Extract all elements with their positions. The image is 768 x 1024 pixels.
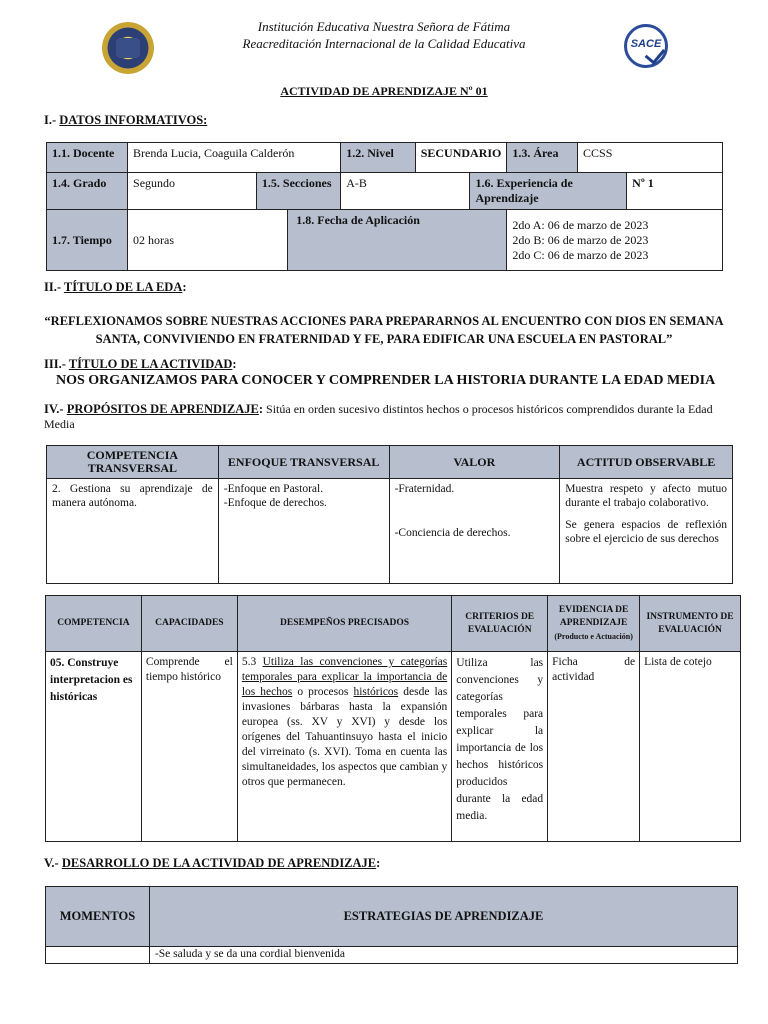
- info-table: [46, 142, 723, 271]
- section-titulo-eda: II.- TÍTULO DE LA EDA:: [44, 280, 187, 294]
- header-actitud-observable: ACTITUD OBSERVABLE: [560, 446, 733, 479]
- desempeno-cell: 5.3 Utiliza las convenciones y categorías temporales para explicar la importancia de los hechos o procesos históricos desde las invasiones bárbaras hasta la expansión europea (ss. XV y XVI) y desde los orígenes del Tahuantinsuyo hasta el inicio del virreinato (s. XVI). Toma en cuenta las simultaneidades, los aspectos que cambian y otros que permanecen.: [237, 652, 451, 842]
- criterio-cell: Utiliza las convenciones y categorías temporales para explicar la importancia de los hechos históricos producidos durante la edad media.: [452, 652, 548, 842]
- secciones-label: 1.5. Secciones: [256, 173, 340, 210]
- competencia-cell: 05. Construye interpretacion es históricas: [46, 652, 142, 842]
- experiencia-label: 1.6. Experiencia de Aprendizaje: [470, 173, 627, 210]
- valores-cell: [389, 479, 560, 584]
- docente-value: Brenda Lucia, Coaguila Calderón: [128, 143, 341, 173]
- propositos-text: Sitúa en orden sucesivo distintos hechos o procesos históricos comprendidos durante la Edad Media: [44, 402, 713, 431]
- institution-name: Institución Educativa Nuestra Señora de Fátima: [257, 19, 511, 34]
- fecha-2do-c: 2do C: 06 de marzo de 2023: [512, 247, 649, 262]
- header-competencia: COMPETENCIA: [46, 596, 142, 652]
- instrumento-cell: Lista de cotejo: [640, 652, 741, 842]
- transversal-table: [46, 445, 733, 584]
- section-desarrollo: V.- DESARROLLO DE LA ACTIVIDAD DE APRENDIZAJE:: [44, 856, 381, 870]
- evidencia-cell: Ficha de actividad: [548, 652, 640, 842]
- area-label: 1.3. Área: [507, 143, 578, 173]
- competencia-transversal-cell: 2. Gestiona su aprendizaje de manera autónoma.: [47, 479, 219, 584]
- capacidad-cell: Comprende el tiempo histórico: [141, 652, 237, 842]
- section-propositos: IV.- PROPÓSITOS DE APRENDIZAJE: Sitúa en orden sucesivo distintos hechos o procesos históricos comprendidos durante la Edad Media: [44, 402, 713, 431]
- fecha-2do-a: 2do A: 06 de marzo de 2023: [512, 217, 649, 232]
- enfoques-cell: [218, 479, 389, 584]
- docente-label: 1.1. Docente: [47, 143, 128, 173]
- activity-number-title: ACTIVIDAD DE APRENDIZAJE Nº 01: [280, 84, 488, 98]
- header-instrumento: INSTRUMENTO DE EVALUACIÓN: [640, 596, 741, 652]
- school-logo: [102, 22, 154, 74]
- fecha-2do-b: 2do B: 06 de marzo de 2023: [512, 232, 649, 247]
- competencias-table: [45, 595, 741, 842]
- enfoque-item: -Enfoque en Pastoral.: [223, 483, 324, 495]
- header-momentos: MOMENTOS: [46, 887, 150, 947]
- experiencia-value: Nº 1: [627, 173, 723, 210]
- momento-cell: [46, 947, 150, 964]
- nivel-label: 1.2. Nivel: [341, 143, 416, 173]
- actitud-item: Se genera espacios de reflexión sobre el ejercicio de sus derechos: [565, 519, 727, 545]
- header-enfoque-transversal: ENFOQUE TRANSVERSAL: [218, 446, 389, 479]
- activity-name: NOS ORGANIZAMOS PARA CONOCER Y COMPRENDER LA HISTORIA DURANTE LA EDAD MEDIA: [56, 373, 716, 388]
- fechas-list: [507, 210, 723, 271]
- strategy-cell: -Se saluda y se da una cordial bienvenida: [149, 947, 737, 964]
- desarrollo-table: [45, 886, 738, 964]
- header-valor: VALOR: [389, 446, 560, 479]
- section-titulo-actividad: III.- TÍTULO DE LA ACTIVIDAD:: [44, 357, 237, 371]
- valor-item: -Conciencia de derechos.: [394, 527, 511, 539]
- tiempo-value: 02 horas: [128, 210, 288, 271]
- actitud-item: Muestra respeto y afecto mutuo durante el trabajo colaborativo.: [565, 483, 727, 509]
- nivel-value: SECUNDARIO: [415, 143, 507, 173]
- header-capacidades: CAPACIDADES: [141, 596, 237, 652]
- area-value: CCSS: [578, 143, 723, 173]
- header-estrategias: ESTRATEGIAS DE APRENDIZAJE: [149, 887, 737, 947]
- section-datos-informativos: I.- DATOS INFORMATIVOS:: [44, 113, 208, 127]
- tiempo-label: 1.7. Tiempo: [47, 210, 128, 271]
- header-competencia-transversal: COMPETENCIA TRANSVERSAL: [47, 446, 219, 479]
- valor-item: -Fraternidad.: [394, 483, 455, 495]
- fecha-label: 1.8. Fecha de Aplicación: [288, 210, 507, 271]
- accreditation-line: Reacreditación Internacional de la Calidad Educativa: [242, 36, 526, 51]
- document-header: [0, 18, 768, 78]
- header-desempenos: DESEMPEÑOS PRECISADOS: [237, 596, 451, 652]
- header-evidencia: EVIDENCIA DE APRENDIZAJE (Producto e Actuación): [548, 596, 640, 652]
- accreditation-logo: SACE: [624, 24, 668, 68]
- header-criterios: CRITERIOS DE EVALUACIÓN: [452, 596, 548, 652]
- enfoque-item: -Enfoque de derechos.: [223, 497, 327, 509]
- grado-value: Segundo: [128, 173, 257, 210]
- grado-label: 1.4. Grado: [47, 173, 128, 210]
- secciones-value: A-B: [341, 173, 470, 210]
- actitudes-cell: [560, 479, 733, 584]
- eda-title: “REFLEXIONAMOS SOBRE NUESTRAS ACCIONES PARA PREPARARNOS AL ENCUENTRO CON DIOS EN SEMANA SANTA, CONVIVIENDO EN FRATERNIDAD Y FE, PARA EDIFICAR UNA ESCUELA EN PASTORAL”: [44, 314, 724, 346]
